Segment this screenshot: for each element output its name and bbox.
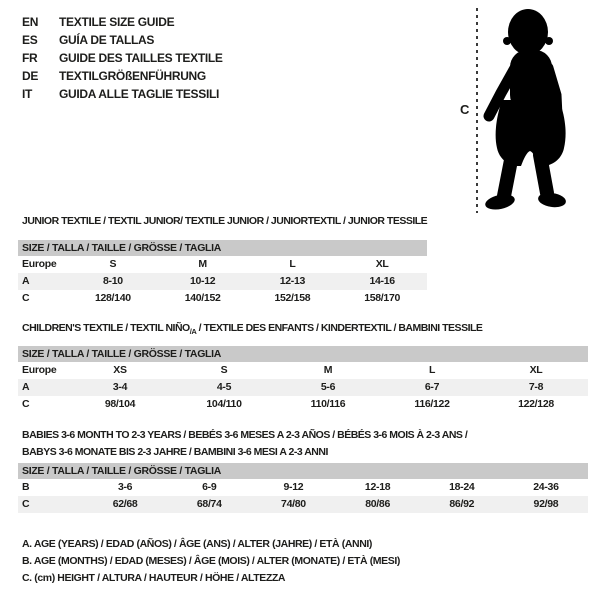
language-row (22, 85, 223, 103)
size-cell: M (198, 258, 207, 270)
size-cell: 12-13 (279, 275, 306, 287)
table-row (18, 496, 588, 513)
footnote-c: C. (cm) HEIGHT / ALTURA / HAUTEUR / HÖHE / ALTEZZA (22, 572, 286, 584)
size-header-bar: SIZE / TALLA / TAILLE / GRÖSSE / TAGLIA (18, 346, 588, 362)
language-code: ES (22, 33, 38, 47)
title-text: / TEXTILE DES ENFANTS / KINDERTEXTIL / BAMBINI TESSILE (196, 322, 483, 334)
size-cell: 24-36 (533, 481, 559, 493)
children-size-table (18, 346, 588, 413)
language-label: GUÍA DE TALLAS (59, 33, 155, 47)
size-cell: XL (375, 258, 389, 270)
size-cell: 62/68 (112, 498, 138, 510)
size-header-bar: SIZE / TALLA / TAILLE / GRÖSSE / TAGLIA (18, 240, 427, 256)
table-row (18, 362, 588, 379)
row-label-cell: A (22, 275, 30, 287)
row-label-cell: A (22, 381, 30, 393)
size-cell: 140/152 (184, 292, 221, 304)
row-label-cell: C (22, 398, 30, 410)
language-list (22, 13, 223, 103)
size-cell: 3-4 (112, 381, 128, 393)
babies-title-line-2: BABYS 3-6 MONATE BIS 2-3 JAHRE / BAMBINI 3-6 MESI A 2-3 ANNI (22, 446, 328, 458)
size-cell: 116/122 (414, 398, 450, 410)
size-cell: XS (113, 364, 127, 376)
language-row (22, 67, 223, 85)
size-cell: 14-16 (369, 275, 395, 287)
size-cell: S (220, 364, 228, 376)
size-cell: 104/110 (206, 398, 242, 410)
babies-table-title (22, 427, 467, 461)
table-row (18, 273, 427, 290)
size-cell: 9-12 (283, 481, 304, 493)
language-row (22, 13, 223, 31)
size-cell: XL (529, 364, 543, 376)
size-cell: 152/158 (274, 292, 311, 304)
size-cell: 4-5 (216, 381, 232, 393)
size-cell: 110/116 (310, 398, 346, 410)
footnotes (22, 536, 400, 587)
title-text: CHILDREN'S TEXTILE / TEXTIL NIÑO (22, 322, 190, 334)
size-cell: 98/104 (104, 398, 136, 410)
size-cell: 92/98 (533, 498, 559, 510)
size-cell: 86/92 (449, 498, 475, 510)
size-header-bar: SIZE / TALLA / TAILLE / GRÖSSE / TAGLIA (18, 463, 588, 479)
size-cell: 74/80 (281, 498, 306, 510)
size-cell: L (428, 364, 436, 376)
size-cell: S (109, 258, 117, 270)
size-cell: 122/128 (518, 398, 554, 410)
children-table-title (22, 322, 482, 336)
language-row (22, 31, 223, 49)
size-cell: 80/86 (365, 498, 390, 510)
language-code: EN (22, 15, 39, 29)
language-label: GUIDA ALLE TAGLIE TESSILI (59, 87, 220, 101)
language-row (22, 49, 223, 67)
title-subscript: /A (189, 327, 197, 337)
row-label-cell: C (22, 292, 30, 304)
language-code: DE (22, 69, 39, 83)
size-cell: 5-6 (320, 381, 336, 393)
language-code: IT (22, 87, 33, 101)
language-label: TEXTILGRÖßENFÜHRUNG (59, 69, 206, 83)
size-cell: 6-9 (202, 481, 217, 493)
size-cell: 12-18 (364, 481, 391, 493)
junior-table-title: JUNIOR TEXTILE / TEXTIL JUNIOR/ TEXTILE JUNIOR / JUNIORTEXTIL / JUNIOR TESSILE (22, 215, 428, 227)
footnote-a: A. AGE (YEARS) / EDAD (AÑOS) / ÂGE (ANS) / ALTER (JAHRE) / ETÀ (ANNI) (22, 538, 373, 550)
language-label: GUIDE DES TAILLES TEXTILE (59, 51, 223, 65)
size-cell: L (289, 258, 296, 270)
size-cell: 128/140 (94, 292, 131, 304)
height-measure-label: C (460, 102, 470, 117)
baby-figure (440, 0, 600, 220)
language-code: FR (22, 51, 38, 65)
table-row (18, 379, 588, 396)
size-cell: 8-10 (102, 275, 123, 287)
junior-size-table (18, 240, 427, 307)
babies-title-line-1: BABIES 3-6 MONTH TO 2-3 YEARS / BEBÉS 3-6 MESES A 2-3 AÑOS / BÉBÉS 3-6 MOIS À 2-3 ANS / (22, 429, 468, 441)
size-cell: 7-8 (528, 381, 544, 393)
table-row (18, 290, 427, 307)
row-label-cell: Europe (22, 364, 57, 376)
footnote-b: B. AGE (MONTHS) / EDAD (MESES) / ÂGE (MOIS) / ALTER (MONATE) / ETÀ (MESI) (22, 555, 400, 567)
size-cell: 18-24 (449, 481, 475, 493)
table-row (18, 256, 427, 273)
baby-silhouette (484, 9, 567, 212)
size-cell: 6-7 (424, 381, 440, 393)
row-label-cell: Europe (22, 258, 57, 270)
size-cell: 68/74 (196, 498, 222, 510)
table-row (18, 396, 588, 413)
babies-size-table (18, 463, 588, 513)
size-cell: M (323, 364, 333, 376)
language-label: TEXTILE SIZE GUIDE (59, 15, 175, 29)
size-cell: 3-6 (117, 481, 133, 493)
row-label-cell: B (22, 481, 30, 493)
row-label-cell: C (22, 498, 30, 510)
table-row (18, 479, 588, 496)
size-cell: 10-12 (189, 275, 216, 287)
size-cell: 158/170 (364, 292, 401, 304)
